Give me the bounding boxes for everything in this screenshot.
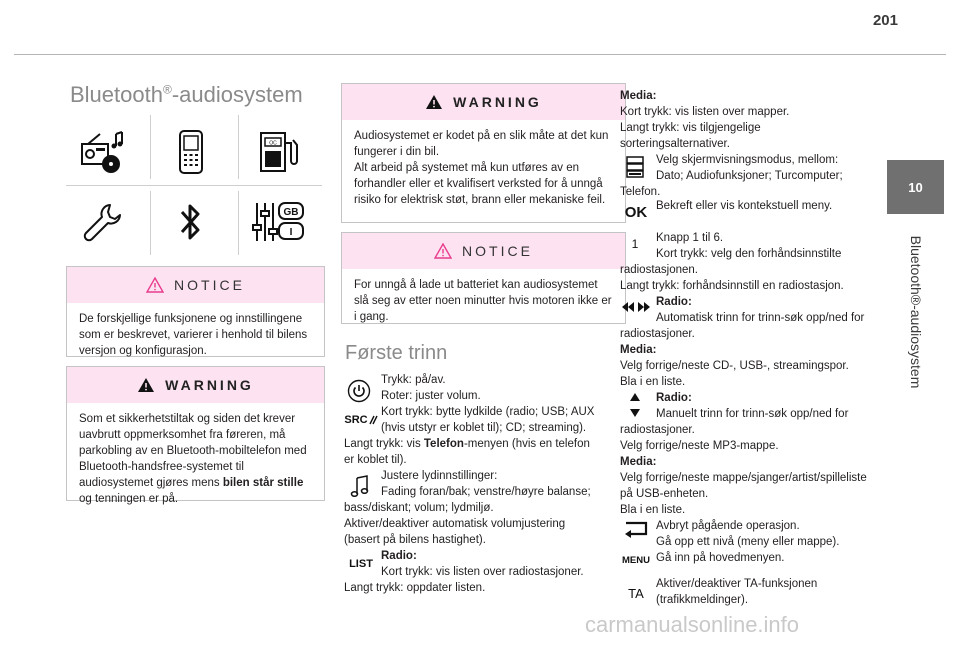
ta-button-icon[interactable]: TA [628,586,644,601]
warning-header [342,84,625,120]
notice-text: De forskjellige funksjonene og innstillingene som er beskrevet, varierer i henhold til bilens versjon og konfigurasjon. [79,313,308,357]
section-title: Første trinn [345,342,448,364]
watermark: carmanualsonline.info [585,612,800,637]
bluetooth-icon [146,187,236,257]
warning-box [341,83,626,223]
notice-text: For unngå å lade ut batteriet kan audiosystemet slå seg av etter noen minutter hvis motoren ikke er i gang. [354,279,612,323]
page-title: Bluetooth®-audiosystem [70,82,303,107]
page-number: 201 [872,12,898,29]
warning-box [66,366,325,505]
warning-title: WARNING [453,94,542,110]
top-rule [14,54,946,55]
grid-divider [66,185,322,186]
music-note-icon[interactable] [346,472,374,500]
power-volume-icon[interactable] [344,376,374,406]
src-button-icon[interactable]: SRC [344,408,378,432]
phone-icon [146,117,236,187]
trip-computer-icon [234,117,324,187]
notice-header [67,267,324,303]
list-button-icon[interactable]: LIST [349,558,373,570]
notice-triangle-icon [434,243,452,259]
display-mode-icon[interactable] [620,154,650,180]
i-label: I [289,227,293,238]
notice-title: NOTICE [462,243,533,259]
controls-text: Media: Kort trykk: vis listen over mapper. Langt trykk: vis tilgjengelige sorteringsalternativer. Velg skjermvisningsmodus, mellom: Dato; Audiofunksjoner; Turcomputer; Telefon. OK Bekreft eller vis kontekstuell meny. 1 Knapp 1 til 6. Kort trykk: velg den forhåndsinnstilte radiostasjonen. Langt trykk: forhåndsinnstill en radiostasjon. Radio: Automatisk trinn for trinn-søk opp/ned for radiostasjoner. Media: Velg forrige/neste CD-, USB-, streamingspor. Bla i en liste. Radio: Manuelt trinn for trinn-søk opp/ned for radiostasjoner. Velg forrige/neste MP3-mappe. Media: Velg forrige/neste mappe/sjanger/artist/spilleliste på USB-enheten. Bla i en liste. Avbryt pågående operasjon. Gå opp ett nivå (meny eller mappe). MENU Gå inn på hovedmenyen. TA Aktiver/deaktiver TA-funksjonen (trafikkmeldinger). [620,90,867,606]
svg-text:OC: OC [269,140,277,147]
chapter-tab[interactable]: 10 [887,160,944,214]
warning-header [67,367,324,403]
notice-box [341,232,626,324]
notice-triangle-icon [146,277,164,293]
warning-title: WARNING [165,377,254,393]
gb-label: GB [283,207,299,218]
first-steps-text: Trykk: på/av. Roter: juster volum. SRC Kort trykk: bytte lydkilde (radio; USB; AUX (hvis utstyr er koblet til); CD; streaming). Langt trykk: vis Telefon-menyen (hvis en telefon er koblet til). Justere lydinnstillinger: Fading foran/bak; venstre/høyre balanse; bass/diskant; volum; lydmiljø. Aktiver/deaktiver automatisk volumjustering (basert på bilens hastighet). LIST Radio: Kort trykk: vis listen over radiostasjoner. Langt trykk: oppdater listen. [344,374,595,594]
menu-button-icon[interactable]: MENU [622,555,650,566]
radio-media-icon [58,117,148,187]
back-arrow-icon[interactable] [620,516,652,542]
ok-button-icon[interactable]: OK [624,204,648,221]
warning-triangle-icon [425,94,443,110]
chapter-label: Bluetooth®-audiosystem [907,235,924,389]
warning-triangle-icon [137,377,155,393]
up-down-arrows-icon[interactable] [620,390,650,420]
settings-wrench-icon [58,187,148,257]
warning-text: Som et sikkerhetstiltak og siden det krever uavbrutt oppmerksomhet fra føreren, må parkobling av en Bluetooth-mobiltelefon med Bluetooth-handsfree-systemet til audiosystemet gjøres mens bilen står stille og tenningen er på. [79,413,307,505]
sliders-gb-icon [234,187,324,257]
warning-text: Audiosystemet er kodet på en slik måte at det kun fungerer i din bil. Alt arbeid på systemet må kun utføres av en forhandler eller et kvalifisert verksted for å unngå risiko for elektrisk støt, brann eller mekaniske feil. [354,130,609,206]
seek-arrows-icon[interactable] [620,298,652,316]
notice-box [66,266,325,357]
icon-grid [58,115,326,255]
notice-title: NOTICE [174,277,245,293]
notice-header [342,233,625,269]
preset-button-icon[interactable]: 1 [631,237,639,251]
